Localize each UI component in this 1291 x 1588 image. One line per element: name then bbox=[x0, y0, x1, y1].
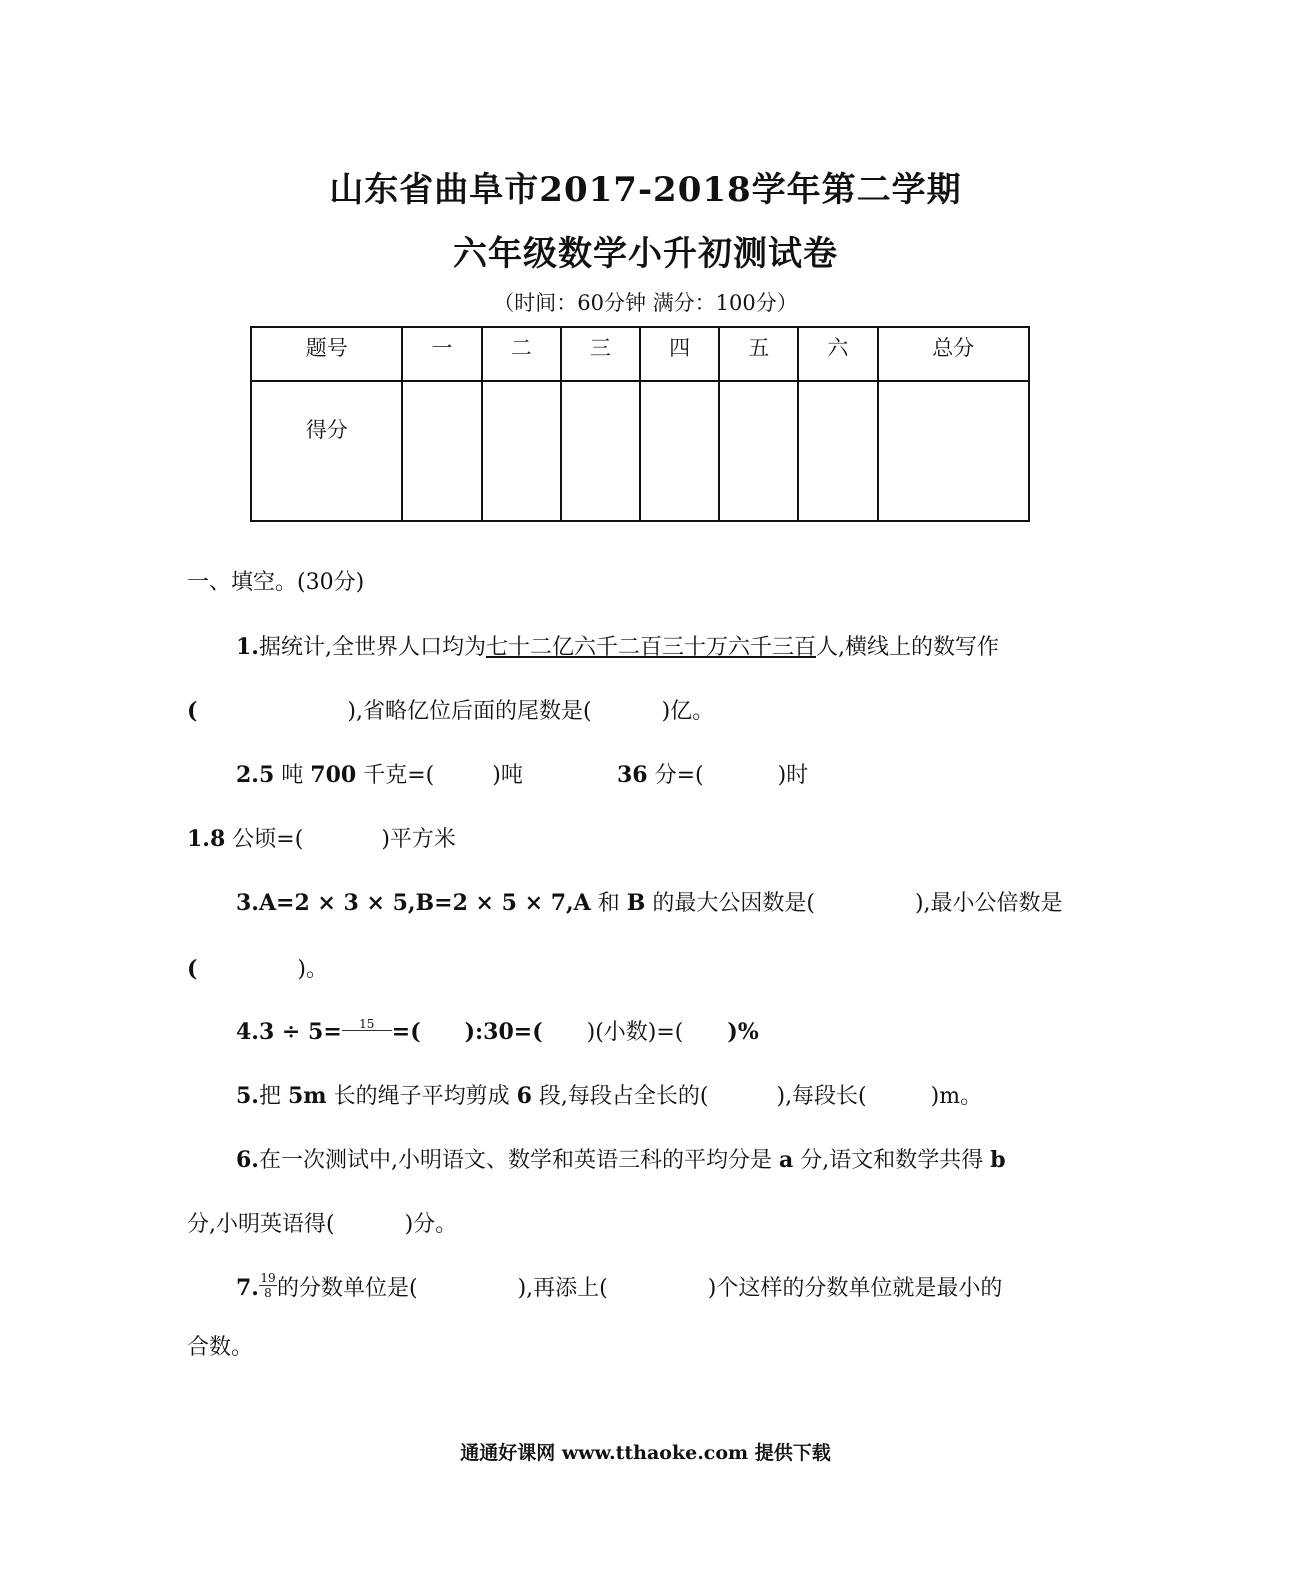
question-text: 的最大公因数是( bbox=[652, 891, 815, 916]
footer-source-note: 通通好课网 www.tthaoke.com 提供下载 bbox=[460, 1442, 831, 1464]
question-variable: b bbox=[990, 1147, 1006, 1173]
score-cell[interactable] bbox=[402, 381, 481, 521]
question-number: 6. bbox=[236, 1147, 259, 1173]
number-value: 5m bbox=[287, 1083, 327, 1109]
header-cell-1: 一 bbox=[402, 327, 481, 381]
title-line-2: 六年级数学小升初测试卷 bbox=[453, 234, 838, 274]
unit-text: )时 bbox=[777, 763, 809, 788]
question-3-line-2 bbox=[187, 952, 328, 983]
question-2-line-2 bbox=[187, 822, 456, 853]
score-cell[interactable] bbox=[561, 381, 640, 521]
question-text: 在一次测试中,小明语文、数学和英语三科的平均分是 bbox=[258, 1148, 772, 1173]
header-cell-label: 题号 bbox=[251, 327, 402, 381]
fraction bbox=[342, 1018, 392, 1037]
score-label-cell: 得分 bbox=[251, 381, 402, 521]
question-7-line-1 bbox=[236, 1271, 1002, 1303]
unit-text: 分=( bbox=[654, 763, 704, 788]
fraction-denominator: 8 bbox=[264, 1285, 272, 1300]
score-cell-total[interactable] bbox=[878, 381, 1030, 521]
blank-open: ( bbox=[187, 956, 198, 982]
question-3-line-1 bbox=[236, 886, 1063, 917]
header-cell-5: 五 bbox=[719, 327, 798, 381]
question-text: 合数。 bbox=[187, 1335, 254, 1360]
header-cell-total: 总分 bbox=[878, 327, 1030, 381]
fraction-bar bbox=[342, 1030, 392, 1037]
score-table bbox=[250, 326, 1030, 522]
unit-text: )吨 bbox=[492, 763, 523, 788]
question-number: 5. bbox=[236, 1083, 259, 1109]
question-text: ),省略亿位后面的尾数是( bbox=[347, 699, 592, 724]
score-cell[interactable] bbox=[798, 381, 877, 521]
question-text: )m。 bbox=[930, 1084, 983, 1109]
question-text: )亿。 bbox=[661, 699, 715, 724]
question-text: )分。 bbox=[404, 1212, 458, 1237]
fraction-numerator: 19 bbox=[260, 1270, 276, 1285]
question-text: )个这样的分数单位就是最小的 bbox=[707, 1276, 1003, 1301]
header-cell-4: 四 bbox=[640, 327, 719, 381]
question-text: ),再添上( bbox=[517, 1276, 608, 1301]
question-2-line-1 bbox=[236, 758, 523, 789]
question-text: 和 bbox=[597, 891, 620, 916]
header-cell-2: 二 bbox=[482, 327, 561, 381]
question-number: 1. bbox=[236, 634, 259, 660]
fraction bbox=[259, 1272, 277, 1299]
score-cell[interactable] bbox=[482, 381, 561, 521]
question-text: ),最小公倍数是 bbox=[914, 891, 1063, 916]
question-expression: )(小数)=( bbox=[586, 1020, 684, 1045]
number-value: 1.8 bbox=[187, 826, 226, 852]
blank-open: ( bbox=[187, 698, 198, 724]
question-1-line-1 bbox=[236, 630, 999, 661]
question-variable: a bbox=[778, 1147, 794, 1173]
exam-time-note: （时间：60分钟 满分：100分） bbox=[493, 291, 798, 315]
question-expression: =( bbox=[391, 1019, 421, 1045]
question-4 bbox=[236, 1015, 759, 1046]
score-table-header-row bbox=[251, 327, 1029, 381]
fraction-numerator: 15 bbox=[359, 1016, 375, 1031]
question-text: 段,每段占全长的( bbox=[538, 1084, 709, 1109]
question-text: 据统计,全世界人口均为 bbox=[258, 635, 486, 660]
question-text: 分,小明英语得( bbox=[187, 1212, 335, 1237]
score-cell[interactable] bbox=[719, 381, 798, 521]
unit-text: 吨 bbox=[281, 763, 304, 788]
question-1-line-2 bbox=[187, 694, 714, 725]
question-variable: B bbox=[626, 890, 646, 916]
question-expression: 3.A=2 × 3 × 5,B=2 × 5 × 7,A bbox=[236, 890, 591, 916]
question-6-line-2 bbox=[187, 1207, 457, 1238]
number-value: 700 bbox=[310, 762, 357, 788]
header-cell-3: 三 bbox=[561, 327, 640, 381]
underlined-number-words: 七十二亿六千二百三十万六千三百 bbox=[485, 635, 816, 660]
unit-text: 公顷=( bbox=[232, 827, 304, 852]
question-expression: ):30=( bbox=[464, 1019, 543, 1045]
unit-text: 千克=( bbox=[363, 763, 435, 788]
number-value: 6 bbox=[516, 1083, 532, 1109]
question-expression: )% bbox=[727, 1019, 759, 1045]
question-text: 人,横线上的数写作 bbox=[815, 635, 999, 660]
question-number: 7. bbox=[236, 1275, 259, 1301]
question-text: 长的绳子平均剪成 bbox=[333, 1084, 510, 1109]
question-6-line-1 bbox=[236, 1143, 1006, 1174]
section-1-heading: 一、填空。(30分) bbox=[187, 570, 365, 595]
question-text: 把 bbox=[258, 1084, 281, 1109]
question-7-line-2 bbox=[187, 1330, 253, 1361]
title-line-1: 山东省曲阜市2017-2018学年第二学期 bbox=[329, 170, 962, 210]
question-2-part-b bbox=[617, 758, 808, 789]
number-value: 36 bbox=[617, 762, 648, 788]
score-cell[interactable] bbox=[640, 381, 719, 521]
number-value: 2.5 bbox=[236, 762, 275, 788]
unit-text: )平方米 bbox=[381, 827, 456, 852]
score-table-score-row bbox=[251, 381, 1029, 521]
question-5 bbox=[236, 1079, 982, 1110]
question-expression: 4.3 ÷ 5= bbox=[236, 1019, 342, 1045]
question-text: 分,语文和数学共得 bbox=[800, 1148, 984, 1173]
header-cell-6: 六 bbox=[798, 327, 877, 381]
question-text: )。 bbox=[297, 957, 329, 982]
question-text: ),每段长( bbox=[776, 1084, 867, 1109]
question-text: 的分数单位是( bbox=[276, 1276, 418, 1301]
